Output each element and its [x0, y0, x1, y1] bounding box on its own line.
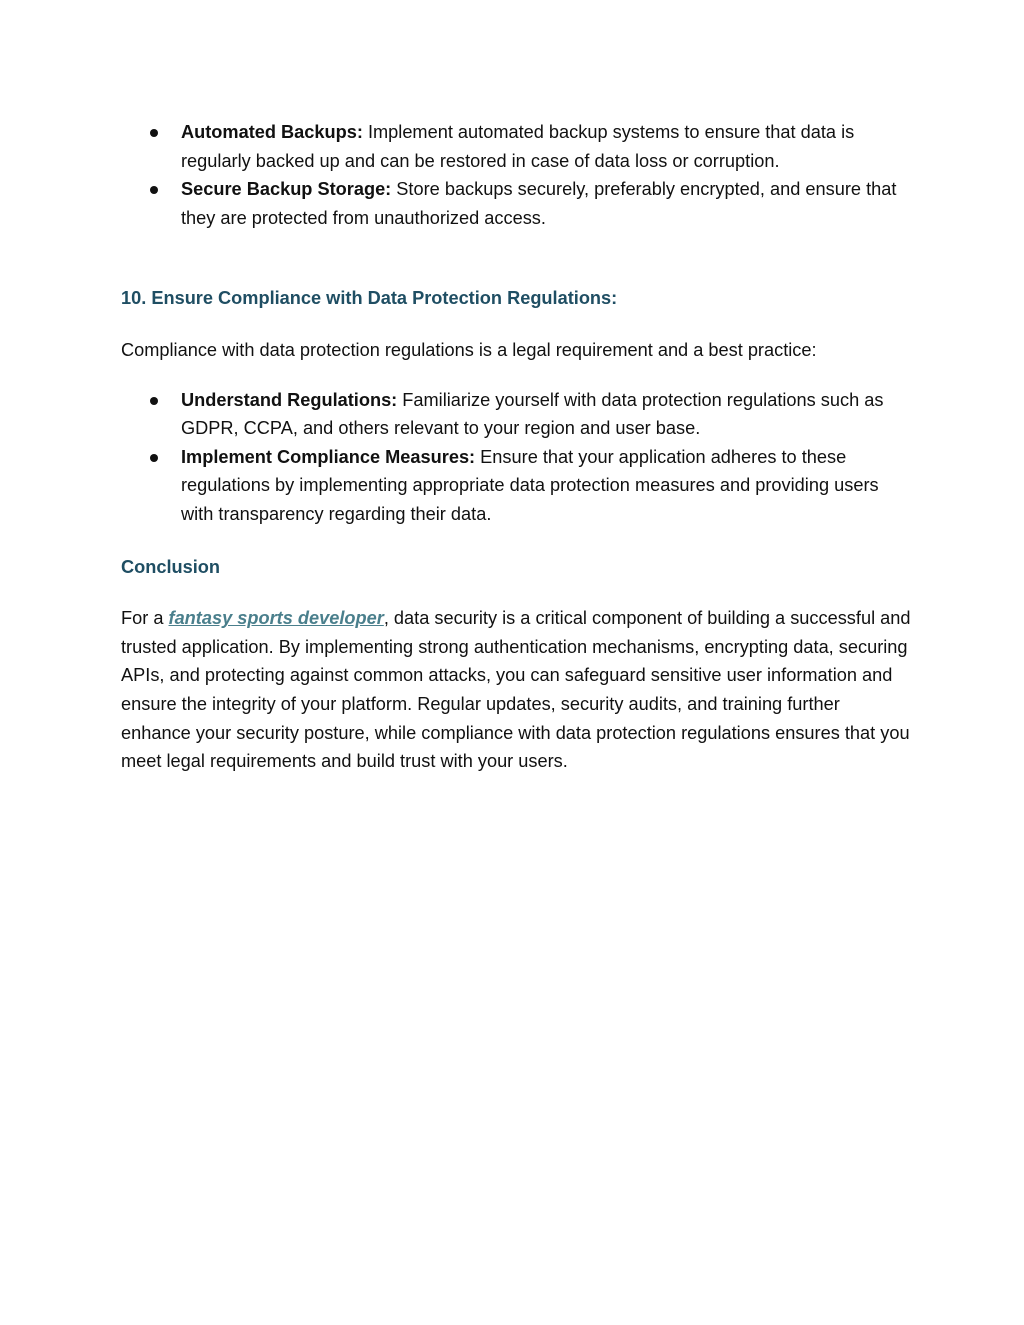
- list-item: [181, 443, 911, 529]
- section-heading: 10. Ensure Compliance with Data Protection Regulations:: [121, 288, 618, 309]
- backup-list: [121, 118, 911, 232]
- compliance-list: [121, 386, 911, 529]
- conclusion-paragraph: [121, 604, 911, 776]
- list-item-text: Familiarize yourself with data protection regulations such as GDPR, CCPA, and others relevant to your region and user base.: [181, 389, 884, 439]
- document-content: [121, 118, 911, 776]
- bullet-icon: [150, 454, 158, 462]
- list-item: [181, 118, 911, 175]
- bullet-icon: [150, 397, 158, 405]
- conclusion-heading: Conclusion: [121, 556, 221, 577]
- list-item-text: Store backups securely, preferably encrypted, and ensure that they are protected from unauthorized access.: [181, 179, 897, 228]
- list-item-term: Automated Backups:: [181, 122, 363, 142]
- section-intro: Compliance with data protection regulations is a legal requirement and a best practice:: [121, 339, 817, 360]
- list-item: [181, 386, 911, 443]
- conclusion-body: , data security is a critical component of building a successful and trusted application. By implementing strong authentication mechanisms, encrypting data, securing APIs, and protecting against common attacks, you can safeguard sensitive user information and ensure the integrity of your platform. Regular updates, security audits, and training further enhance your security posture, while compliance with data protection regulations ensures that you meet legal requirements and build trust with your users.: [121, 608, 911, 772]
- conclusion-prefix: For a: [121, 608, 169, 629]
- list-item: [181, 175, 911, 232]
- list-item-term: Understand Regulations:: [181, 389, 398, 410]
- list-item-term: Implement Compliance Measures:: [181, 446, 476, 467]
- bullet-icon: [150, 129, 158, 137]
- list-item-text: Implement automated backup systems to ensure that data is regularly backed up and can be restored in case of data loss or corruption.: [181, 122, 855, 171]
- list-item-text: Ensure that your application adheres to these regulations by implementing appropriate data protection measures and providing users with transparency regarding their data.: [181, 446, 879, 524]
- list-item-term: Secure Backup Storage:: [181, 179, 392, 200]
- bullet-icon: [150, 186, 158, 194]
- fantasy-sports-developer-link[interactable]: fantasy sports developer: [168, 608, 384, 629]
